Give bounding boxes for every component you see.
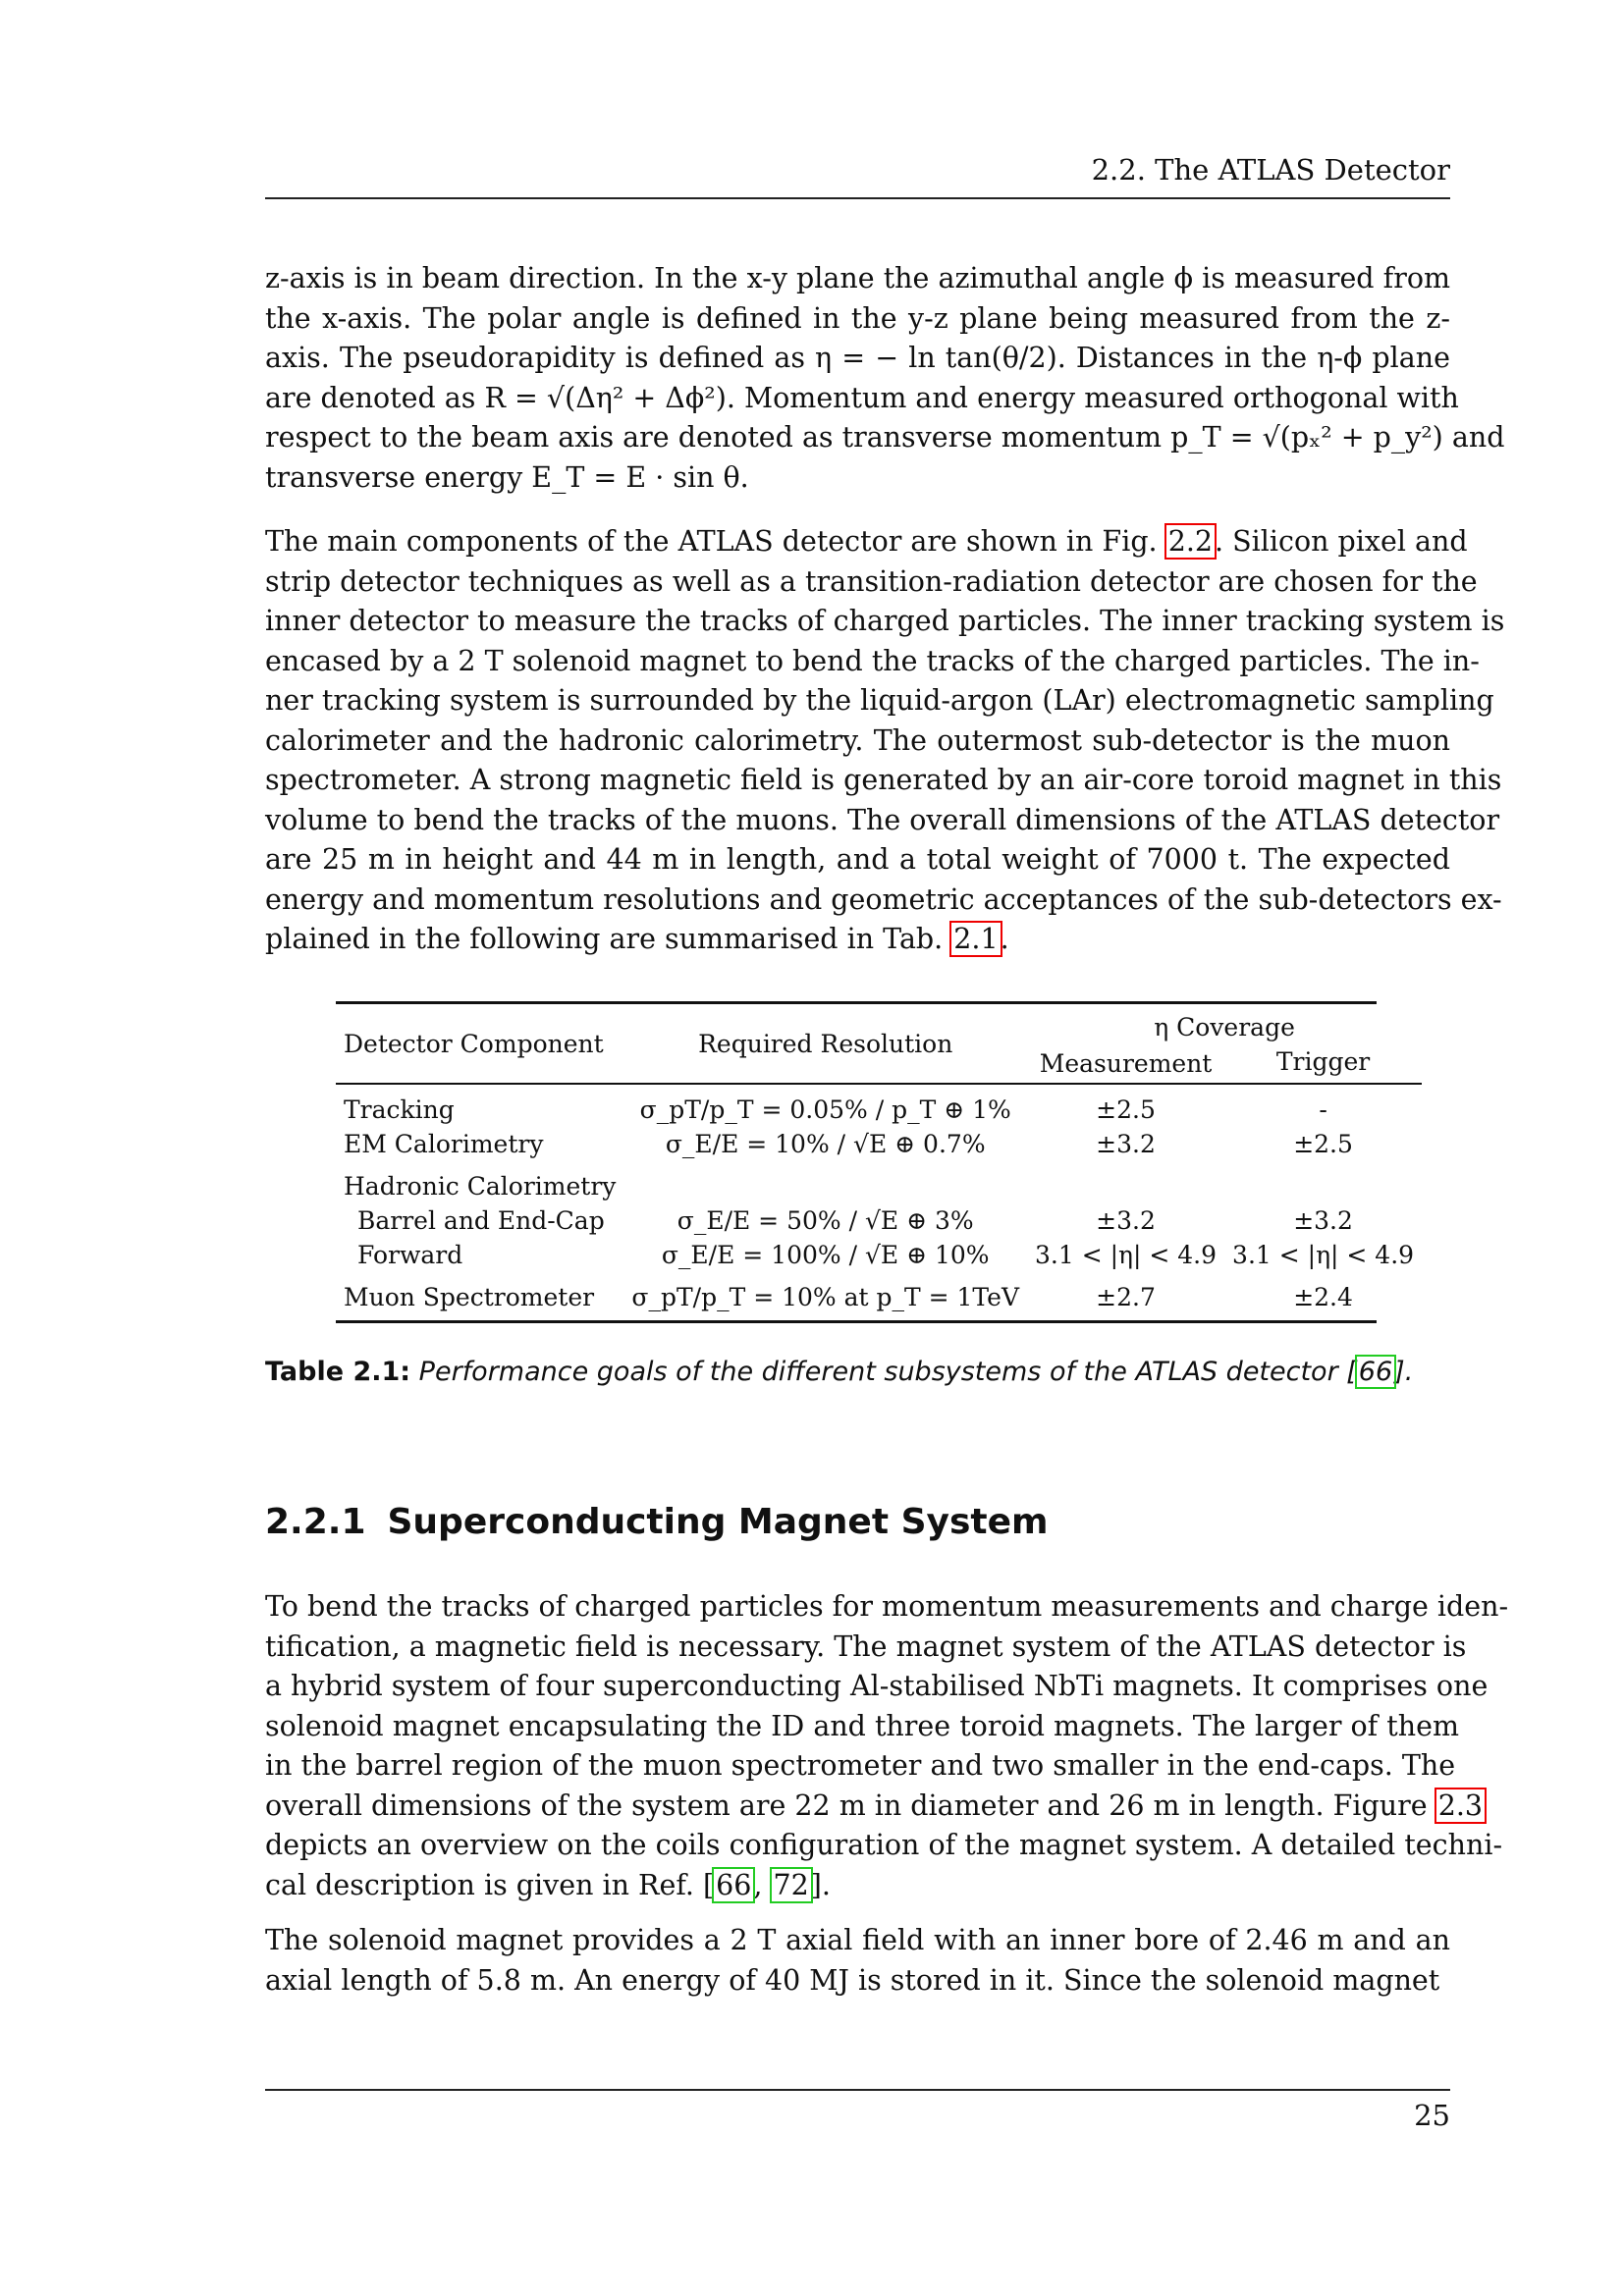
cell-resolution: σ_pT/p_T = 10% at p_T = 1TeV [631, 1283, 1020, 1311]
cell-measurement: ±2.5 [1096, 1095, 1156, 1124]
table-row [336, 1127, 1422, 1161]
cell-trigger [1224, 1161, 1422, 1203]
text-line [265, 840, 1450, 881]
table-row [336, 1161, 1422, 1203]
text-segment: plained in the following are summarised in Tab. [265, 923, 952, 955]
text-line [265, 418, 1505, 458]
cell-resolution: σ_pT/p_T = 0.05% / p_T ⊕ 1% [639, 1095, 1011, 1124]
cell-component: Barrel and End-Cap [357, 1206, 605, 1235]
th-component: Detector Component [344, 1029, 604, 1058]
text-segment: overall dimensions of the system are 22 m in diameter and 26 m in length. Figure [265, 1789, 1436, 1822]
text-segment: the x-axis. The polar angle is defined in the y-z plane being measured from the z- [265, 301, 1450, 335]
table-row [336, 1093, 1422, 1127]
th-measurement: Measurement [1039, 1049, 1213, 1078]
text-segment: in the barrel region of the muon spectrometer and two smaller in the end-caps. The [265, 1749, 1456, 1782]
text-line [265, 1787, 1484, 1827]
cell-measurement: ±3.2 [1096, 1206, 1156, 1235]
text-line [265, 721, 1450, 762]
th-resolution: Required Resolution [698, 1029, 953, 1058]
text-segment: are 25 m in height and 44 m in length, and a total weight of 7000 t. The expected [265, 843, 1450, 876]
text-line [265, 602, 1505, 642]
text-line [265, 1628, 1467, 1668]
text-segment: calorimeter and the hadronic calorimetry. The outermost sub-detector is the muon [265, 723, 1450, 757]
cell-trigger: ±2.4 [1293, 1283, 1353, 1311]
cell-resolution [623, 1161, 1027, 1203]
running-header: 2.2. The ATLAS Detector [1091, 153, 1450, 187]
caption-text: Performance goals of the different subsystems of the ATLAS detector [ [418, 1357, 1357, 1387]
paragraph-solenoid [265, 1921, 1450, 2001]
text-line [265, 458, 1450, 499]
text-line [265, 1921, 1450, 1961]
text-line [265, 379, 1459, 419]
table-row [336, 1203, 1422, 1238]
caption-end: ]. [1394, 1357, 1414, 1387]
text-segment: To bend the tracks of charged particles for momentum measurements and charge iden- [265, 1590, 1509, 1623]
section-title: Superconducting Magnet System [387, 1502, 1049, 1542]
text-line [265, 642, 1480, 682]
cell-measurement: ±2.7 [1096, 1283, 1156, 1311]
table-caption [265, 1357, 1413, 1387]
text-segment: energy and momentum resolutions and geometric acceptances of the sub-detectors ex- [265, 882, 1502, 916]
cell-component: Tracking [344, 1095, 455, 1124]
paragraph-magnet-system [265, 1587, 1509, 1905]
section-number: 2.2.1 [265, 1502, 366, 1542]
text-line [265, 681, 1494, 721]
cell-component: Forward [357, 1241, 463, 1269]
text-line [265, 1866, 1450, 1906]
text-segment: encased by a 2 T solenoid magnet to bend the tracks of the charged particles. The in- [265, 644, 1480, 677]
cell-component: Muon Spectrometer [344, 1283, 595, 1311]
text-segment: strip detector techniques as well as a transition-radiation detector are chosen for the [265, 564, 1478, 598]
cross-reference-link[interactable]: 2.1 [953, 923, 999, 955]
cell-trigger: - [1319, 1095, 1327, 1124]
text-line [265, 1961, 1450, 2002]
text-segment: ]. [810, 1868, 831, 1901]
footer-rule [265, 2089, 1450, 2091]
th-coverage: η Coverage [1154, 1013, 1295, 1041]
cell-trigger: ±3.2 [1293, 1206, 1353, 1235]
text-segment: depicts an overview on the coils configuration of the magnet system. A detailed techni- [265, 1829, 1503, 1861]
text-segment: tification, a magnetic field is necessary. The magnet system of the ATLAS detector is [265, 1629, 1467, 1663]
text-segment: axis. The pseudorapidity is defined as η = − ln tan(θ/2). Distances in the η-ϕ plane [265, 342, 1450, 374]
text-segment: ner tracking system is surrounded by the liquid-argon (LAr) electromagnetic sampling [265, 684, 1494, 717]
text-segment: The main components of the ATLAS detector are shown in Fig. [265, 525, 1166, 558]
paragraph-components [265, 522, 1505, 960]
text-segment: respect to the beam axis are denoted as transverse momentum p_T = √(pₓ² + p_y²) and [265, 421, 1505, 454]
text-line [265, 299, 1450, 340]
performance-table [336, 1001, 1415, 1323]
text-line [265, 259, 1450, 299]
cell-component: Hadronic Calorimetry [344, 1172, 617, 1201]
paragraph-coordinates [265, 259, 1505, 498]
text-line [265, 920, 1450, 960]
page-number: 25 [1414, 2099, 1450, 2132]
text-segment: spectrometer. A strong magnetic field is generated by an air-core toroid magnet in this [265, 764, 1502, 796]
text-line [265, 1746, 1456, 1787]
cell-measurement: 3.1 < |η| < 4.9 [1035, 1241, 1218, 1269]
section-heading [265, 1502, 1070, 1542]
text-segment: cal description is given in Ref. [ [265, 1868, 715, 1901]
text-line [265, 761, 1502, 801]
text-segment: The solenoid magnet provides a 2 T axial field with an inner bore of 2.46 m and an [265, 1924, 1450, 1956]
text-segment: . [1000, 923, 1009, 955]
text-line [265, 1826, 1503, 1866]
th-trigger: Trigger [1275, 1047, 1371, 1076]
cross-reference-link[interactable]: 2.2 [1167, 525, 1214, 558]
cell-resolution: σ_E/E = 50% / √E ⊕ 3% [677, 1206, 974, 1235]
table-row [336, 1238, 1422, 1272]
text-segment: are denoted as R = √(Δη² + Δϕ²). Momentum and energy measured orthogonal with [265, 381, 1459, 414]
cell-resolution: σ_E/E = 10% / √E ⊕ 0.7% [665, 1130, 986, 1158]
text-line [265, 522, 1468, 562]
text-segment: inner detector to measure the tracks of charged particles. The inner tracking system is [265, 605, 1505, 637]
citation-link[interactable]: 66 [716, 1868, 752, 1901]
text-line [265, 1707, 1459, 1747]
cell-resolution: σ_E/E = 100% / √E ⊕ 10% [661, 1241, 990, 1269]
text-line [265, 562, 1478, 603]
cross-reference-link[interactable]: 2.3 [1437, 1789, 1484, 1822]
text-segment: solenoid magnet encapsulating the ID and three toroid magnets. The larger of them [265, 1709, 1459, 1742]
text-segment: , [753, 1868, 772, 1901]
cell-trigger: 3.1 < |η| < 4.9 [1232, 1241, 1415, 1269]
text-line [265, 881, 1502, 921]
cell-component: EM Calorimetry [344, 1130, 544, 1158]
text-line [265, 1667, 1489, 1707]
cell-measurement: ±3.2 [1096, 1130, 1156, 1158]
caption-label: Table 2.1: [265, 1357, 411, 1387]
text-segment: axial length of 5.8 m. An energy of 40 MJ is stored in it. Since the solenoid magnet [265, 1963, 1440, 1997]
text-segment: transverse energy E_T = E · sin θ. [265, 460, 749, 494]
text-line [265, 339, 1450, 379]
citation-link[interactable]: 66 [1358, 1357, 1393, 1387]
text-segment: . Silicon pixel and [1215, 525, 1468, 558]
text-segment: volume to bend the tracks of the muons. The overall dimensions of the ATLAS detector [265, 803, 1500, 836]
table-row [336, 1272, 1422, 1314]
text-line [265, 801, 1500, 841]
text-segment: a hybrid system of four superconducting Al-stabilised NbTi magnets. It comprises one [265, 1670, 1489, 1702]
cell-trigger: ±2.5 [1293, 1130, 1353, 1158]
cell-measurement [1027, 1161, 1224, 1203]
citation-link[interactable]: 72 [773, 1868, 809, 1901]
header-rule [265, 197, 1450, 199]
text-segment: z-axis is in beam direction. In the x-y plane the azimuthal angle ϕ is measured from [265, 262, 1450, 294]
text-line [265, 1587, 1509, 1628]
